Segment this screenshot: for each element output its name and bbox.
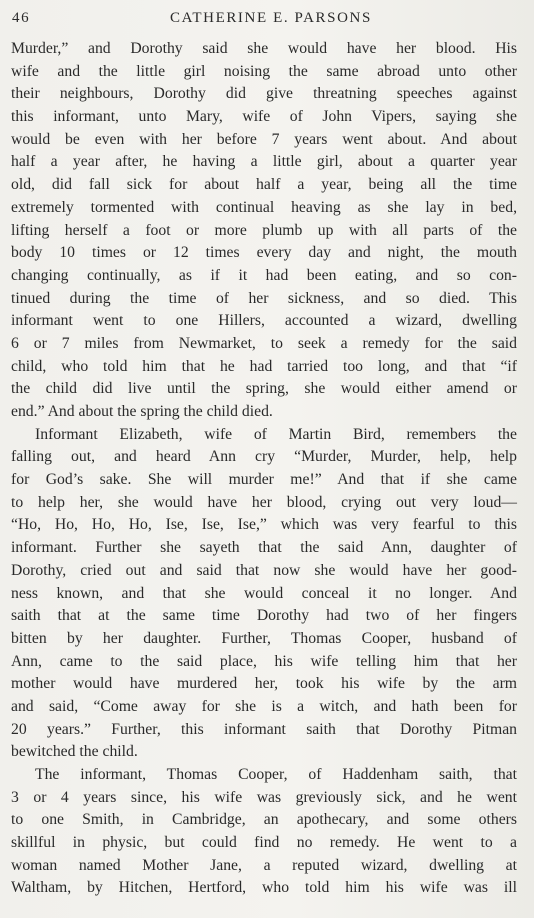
text-line: saith that at the same time Dorothy had two of her fingers: [11, 607, 517, 625]
text-line: lifting herself a foot or more plumb up with all parts of the: [11, 221, 517, 239]
page-number: 46: [12, 10, 31, 26]
text-line: bewitched the child.: [11, 743, 138, 761]
text-line: informant went to one Hillers, accounted a wizard, dwelling: [11, 312, 517, 330]
text-line: to one Smith, in Cambridge, an apothecary, and some others: [11, 811, 517, 829]
text-line: ness known, and that she would conceal it no longer. And: [11, 584, 517, 602]
text-line: skillful in physic, but could find no remedy. He went to a: [11, 834, 517, 852]
text-line: Informant Elizabeth, wife of Martin Bird, remembers the: [35, 425, 517, 443]
text-line: Ann, came to the said place, his wife telling him that her: [11, 652, 517, 670]
text-line: 6 or 7 miles from Newmarket, to seek a remedy for the said: [11, 334, 517, 352]
text-line: for God’s sake. She will murder me!” And that if she came: [11, 471, 517, 489]
text-line: this informant, unto Mary, wife of John Vipers, saying she: [11, 108, 517, 126]
text-line: 3 or 4 years since, his wife was greviously sick, and he went: [11, 788, 517, 806]
text-line: Waltham, by Hitchen, Hertford, who told him his wife was ill: [11, 879, 517, 897]
text-line: mother would have murdered her, took his wife by the arm: [11, 675, 517, 693]
text-line: “Ho, Ho, Ho, Ho, Ise, Ise, Ise,” which was very fearful to this: [11, 516, 517, 534]
text-line: changing continually, as if it had been eating, and so con-: [11, 266, 517, 284]
running-title: CATHERINE E. PARSONS: [170, 10, 372, 26]
text-line: and said, “Come away for she is a witch, and hath been for: [11, 697, 517, 715]
text-line: bitten by her daughter. Further, Thomas Cooper, husband of: [11, 629, 517, 647]
text-line: half a year after, he having a little girl, about a quarter year: [11, 153, 517, 171]
text-line: falling out, and heard Ann cry “Murder, Murder, help, help: [11, 448, 517, 466]
text-line: tinued during the time of her sickness, and so died. This: [11, 289, 517, 307]
text-line: The informant, Thomas Cooper, of Haddenham saith, that: [35, 766, 517, 783]
text-line: end.” And about the spring the child died.: [11, 403, 273, 420]
running-head: [12, 10, 520, 30]
text-line: Dorothy, cried out and said that now she would have her good-: [11, 561, 517, 579]
text-line: their neighbours, Dorothy did give threatning speeches against: [11, 85, 517, 103]
text-line: the child did live until the spring, she would either amend or: [11, 380, 517, 398]
text-line: 20 years.” Further, this informant saith that Dorothy Pitman: [11, 720, 517, 738]
text-line: Murder,” and Dorothy said she would have her blood. His: [11, 40, 517, 57]
text-line: old, did fall sick for about half a year, being all the time: [11, 176, 517, 194]
text-line: informant. Further she sayeth that the said Ann, daughter of: [11, 539, 517, 557]
text-line: body 10 times or 12 times every day and night, the mouth: [11, 244, 517, 262]
text-line: to help her, she would have her blood, crying out very loud—: [11, 493, 517, 511]
text-line: extremely tormented with continual heaving as she lay in bed,: [11, 198, 517, 216]
text-line: woman named Mother Jane, a reputed wizard, dwelling at: [11, 856, 517, 874]
text-line: would be even with her before 7 years went about. And about: [11, 130, 517, 148]
text-line: child, who told him that he had tarried too long, and that “if: [11, 357, 517, 375]
text-line: wife and the little girl noising the same abroad unto other: [11, 62, 517, 80]
body-text: [11, 38, 517, 900]
